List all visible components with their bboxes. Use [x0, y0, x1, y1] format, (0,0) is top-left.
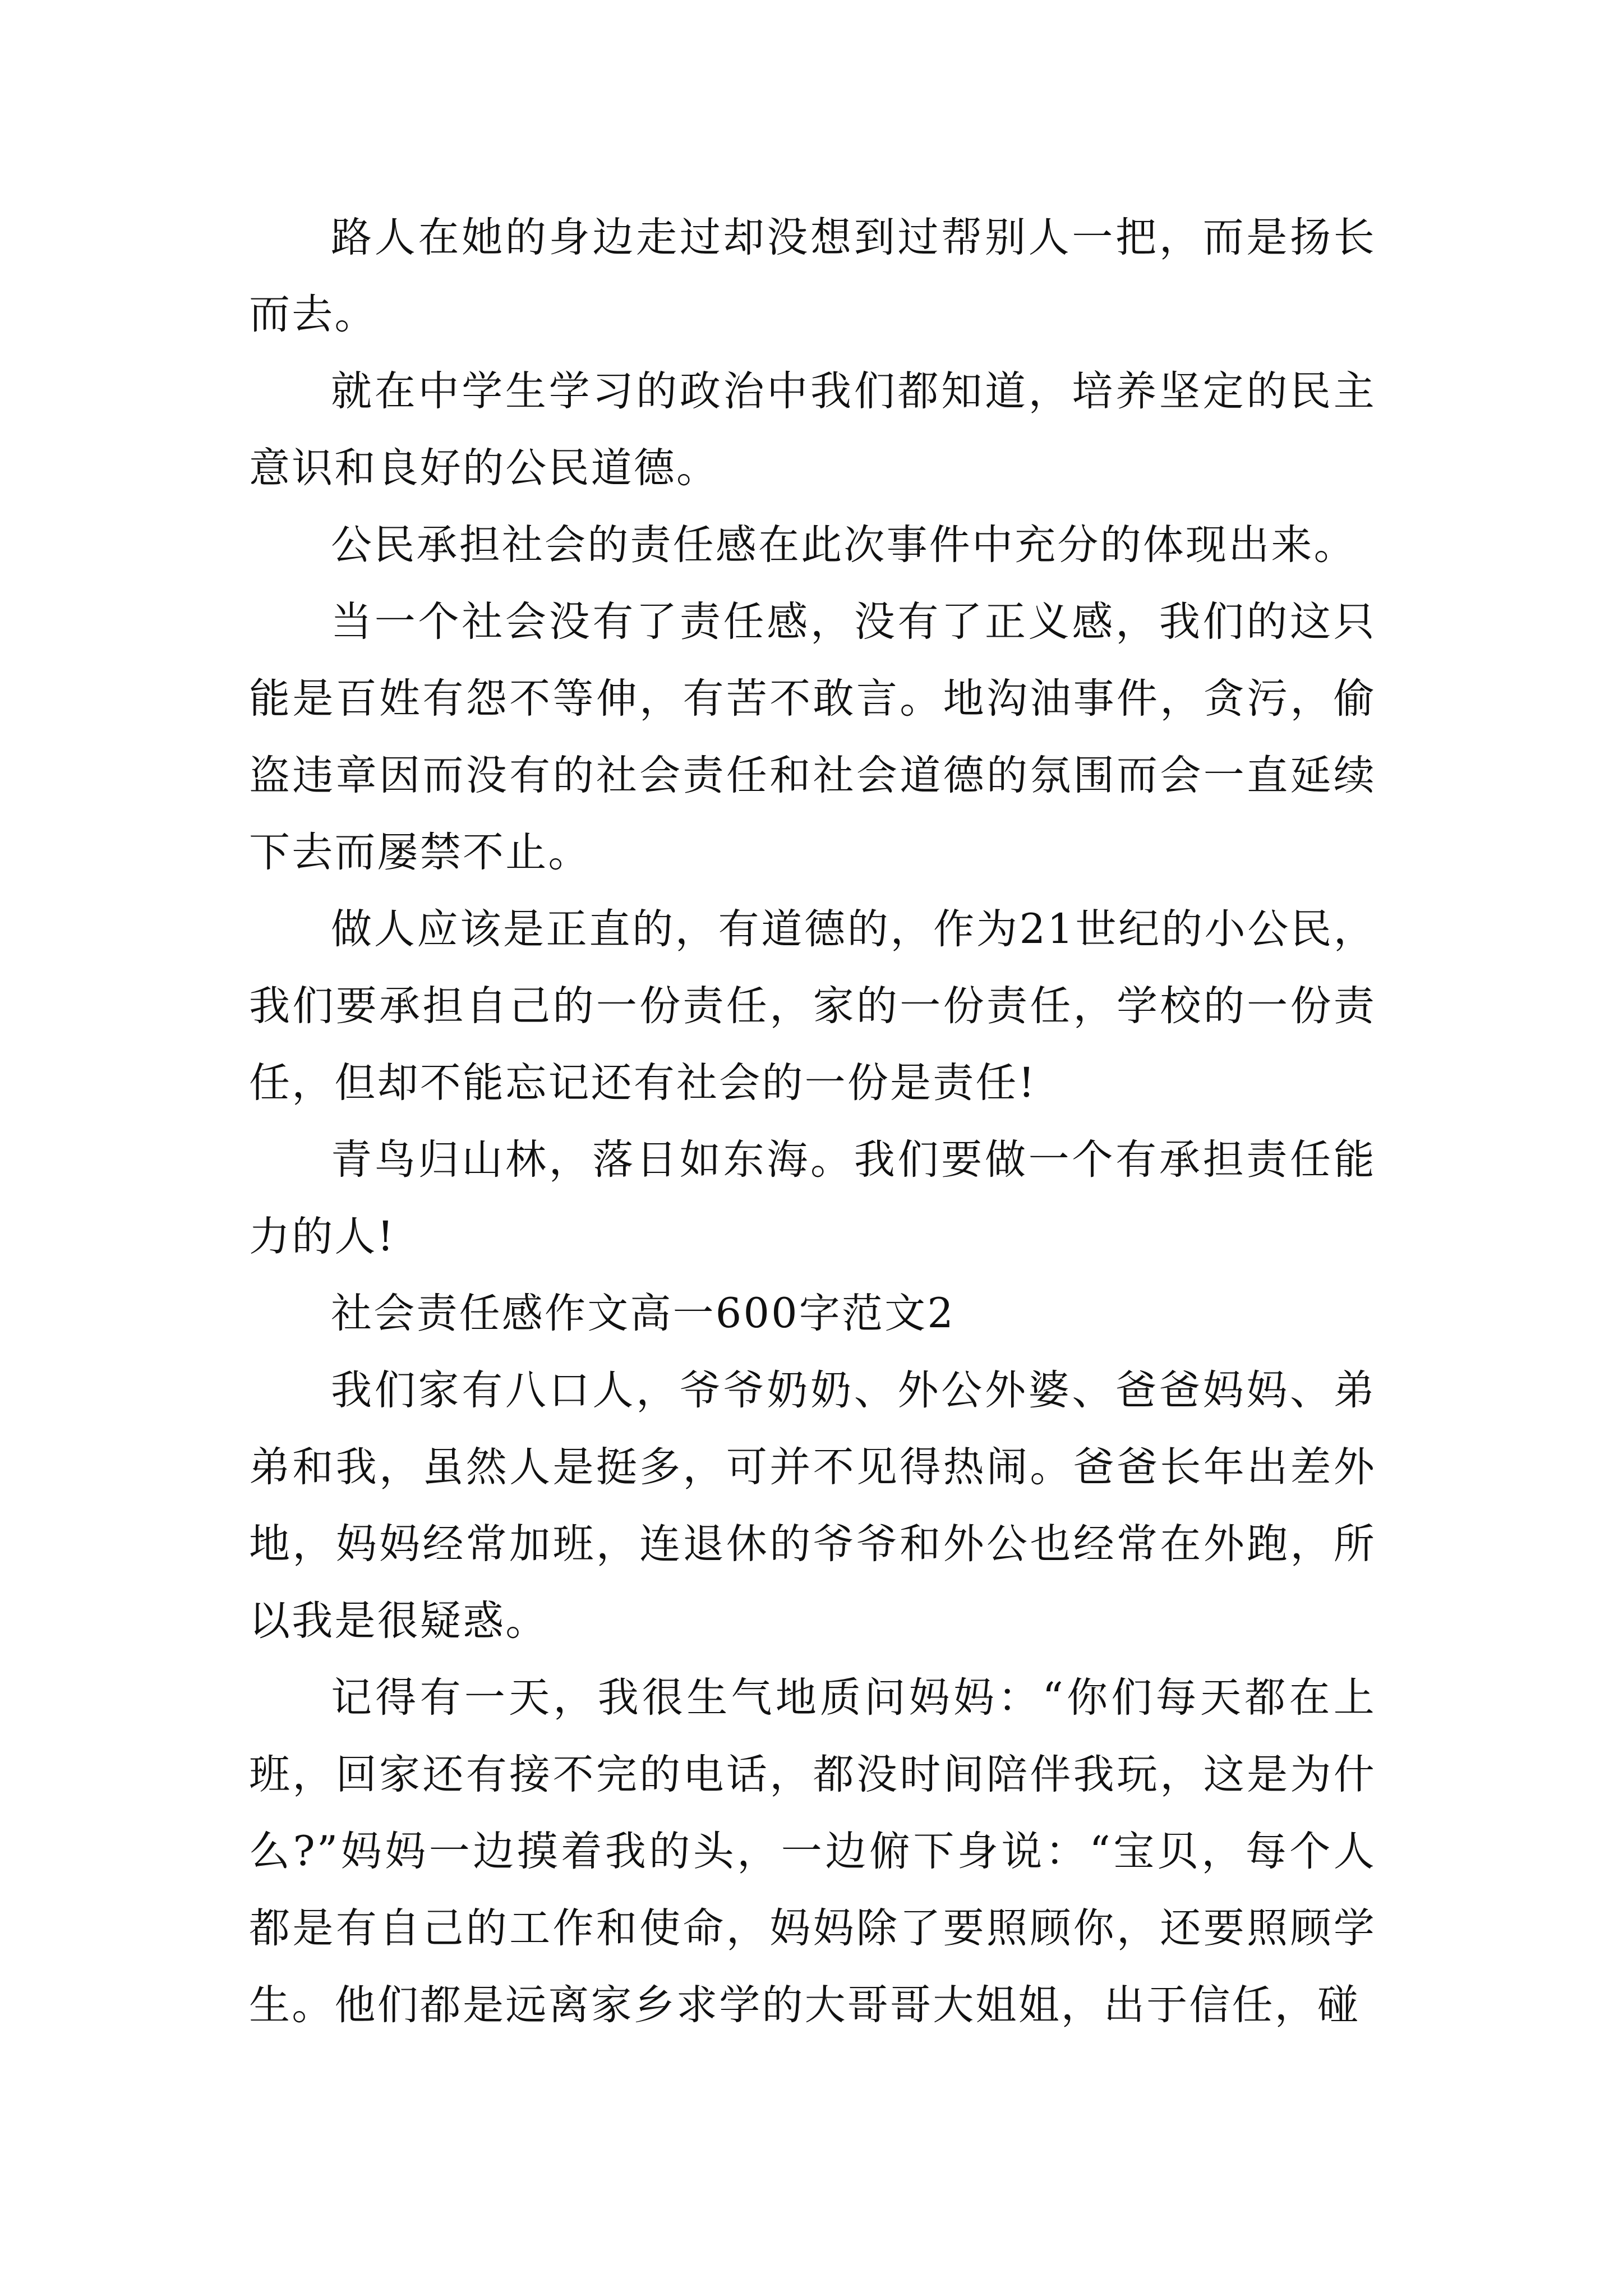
paragraph: 路人在她的身边走过却没想到过帮别人一把，而是扬长而去。: [249, 214, 1376, 338]
paragraph: 做人应该是正直的，有道德的，作为21世纪的小公民，我们要承担自己的一份责任，家的一份责任，学校的一份责任，但却不能忘记还有社会的一份是责任!: [249, 905, 1376, 1107]
section-heading: 社会责任感作文高一600字范文2: [331, 1290, 955, 1337]
paragraph: 就在中学生学习的政治中我们都知道，培养坚定的民主意识和良好的公民道德。: [249, 367, 1376, 492]
paragraph: 记得有一天，我很生气地质问妈妈：“你们每天都在上班，回家还有接不完的电话，都没时间陪伴我玩，这是为什么?”妈妈一边摸着我的头，一边俯下身说：“宝贝，每个人都是有自己的工作和使命，妈妈除了要照顾你，还要照顾学生。他们都是远离家乡求学的大哥哥大姐姐，出于信任，碰: [249, 1674, 1376, 2029]
document-body: [249, 199, 1376, 2044]
paragraph: 我们家有八口人，爷爷奶奶、外公外婆、爸爸妈妈、弟弟和我，虽然人是挺多，可并不见得热闹。爸爸长年出差外地，妈妈经常加班，连退休的爷爷和外公也经常在外跑，所以我是很疑惑。: [249, 1366, 1376, 1645]
paragraph: 当一个社会没有了责任感，没有了正义感，我们的这只能是百姓有怨不等伸，有苦不敢言。地沟油事件，贪污，偷盗违章因而没有的社会责任和社会道德的氛围而会一直延续下去而屡禁不止。: [249, 598, 1376, 876]
paragraph: 青鸟归山林，落日如东海。我们要做一个有承担责任能力的人!: [249, 1136, 1376, 1260]
paragraph: 公民承担社会的责任感在此次事件中充分的体现出来。: [331, 521, 1357, 569]
